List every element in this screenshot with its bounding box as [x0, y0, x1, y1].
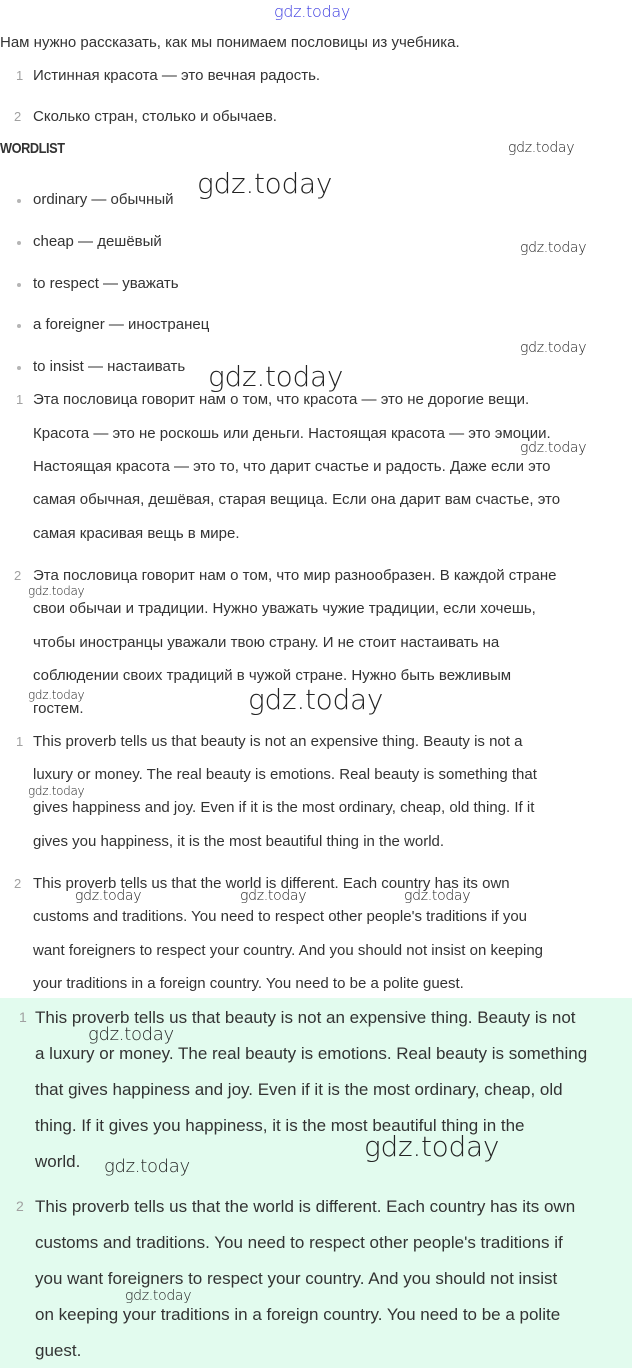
answer-line: Красота — это не роскошь или деньги. Настоящая красота — это эмоции. [33, 425, 551, 442]
answer-line: This proverb tells us that the world is different. Each country has its own [35, 1197, 576, 1216]
answer-number: 2 [14, 876, 22, 891]
answer-line: customs and traditions. You need to respect other people's traditions if [35, 1233, 563, 1252]
answer-line: gives happiness and joy. Even if it is the most ordinary, cheap, old thing. If it [33, 799, 535, 816]
wordlist-item: to respect — уважать [33, 275, 179, 292]
watermark: gdz.today [75, 888, 142, 904]
watermark: gdz.today [240, 888, 307, 904]
answer-line: that gives happiness and joy. Even if it is the most ordinary, cheap, old [35, 1080, 563, 1099]
answer-line: самая красивая вещь в мире. [33, 525, 240, 542]
bullet-icon [17, 241, 21, 245]
watermark: gdz.today [520, 440, 587, 456]
answer-line: Эта пословица говорит нам о том, что мир разнообразен. В каждой стране [33, 567, 557, 584]
answer-number: 1 [16, 734, 24, 749]
answer-number: 2 [14, 568, 22, 583]
proverb-number: 2 [14, 109, 22, 124]
answer-line: This proverb tells us that beauty is not an expensive thing. Beauty is not [35, 1008, 576, 1027]
bullet-icon [17, 283, 21, 287]
answer-line: guest. [35, 1341, 82, 1360]
watermark: gdz.today [208, 360, 344, 393]
answer-line: gives you happiness, it is the most beautiful thing in the world. [33, 833, 445, 850]
wordlist-item: cheap — дешёвый [33, 233, 162, 250]
bullet-icon [17, 366, 21, 370]
bullet-icon [17, 324, 21, 328]
watermark: gdz.today [28, 784, 85, 798]
watermark: gdz.today [197, 167, 333, 200]
answer-line: свои обычаи и традиции. Нужно уважать чужие традиции, если хочешь, [33, 600, 536, 617]
answer-number: 1 [16, 392, 24, 407]
wordlist-item: a foreigner — иностранец [33, 316, 210, 333]
answer-number: 2 [16, 1198, 24, 1214]
proverb-text: Сколько стран, столько и обычаев. [33, 108, 277, 125]
answer-line: luxury or money. The real beauty is emotions. Real beauty is something that [33, 766, 537, 783]
answer-line: самая обычная, дешёвая, старая вещица. Если она дарит вам счастье, это [33, 491, 561, 508]
answer-line: on keeping your traditions in a foreign country. You need to be a polite [35, 1305, 561, 1324]
watermark: gdz.today [364, 1130, 500, 1163]
answer-line: want foreigners to respect your country. And you should not insist on keeping [33, 942, 544, 959]
watermark: gdz.today [104, 1156, 190, 1177]
watermark: gdz.today [88, 1024, 174, 1045]
watermark: gdz.today [520, 240, 587, 256]
answer-line: This proverb tells us that the world is different. Each country has its own [33, 875, 510, 892]
answer-line: a luxury or money. The real beauty is emotions. Real beauty is something [35, 1044, 588, 1063]
answer-line: Эта пословица говорит нам о том, что красота — это не дорогие вещи. [33, 391, 530, 408]
watermark: gdz.today [520, 340, 587, 356]
watermark: gdz.today [125, 1288, 192, 1304]
answer-line: your traditions in a foreign country. You need to be a polite guest. [33, 975, 464, 992]
watermark: gdz.today [28, 584, 85, 598]
watermark: gdz.today [508, 140, 575, 156]
answer-line: thing. If it gives you happiness, it is the most beautiful thing in the [35, 1116, 525, 1135]
wordlist-heading: WORDLIST [0, 140, 65, 157]
wordlist-item: ordinary — обычный [33, 191, 174, 208]
intro-text: Нам нужно рассказать, как мы понимаем пословицы из учебника. [0, 34, 460, 51]
watermark: gdz.today [404, 888, 471, 904]
answer-line: This proverb tells us that beauty is not an expensive thing. Beauty is not a [33, 733, 523, 750]
watermark: gdz.today [28, 688, 85, 702]
answer-number: 1 [19, 1009, 27, 1025]
watermark: gdz.today [274, 2, 351, 21]
answer-line: гостем. [33, 700, 84, 717]
bullet-icon [17, 199, 21, 203]
answer-line: чтобы иностранцы уважали твою страну. И не стоит настаивать на [33, 634, 500, 651]
watermark: gdz.today [248, 683, 384, 716]
proverb-number: 1 [16, 68, 24, 83]
answer-line: соблюдении своих традиций в чужой стране. Нужно быть вежливым [33, 667, 512, 684]
wordlist-item: to insist — настаивать [33, 358, 186, 375]
answer-line: you want foreigners to respect your country. And you should not insist [35, 1269, 558, 1288]
proverb-text: Истинная красота — это вечная радость. [33, 67, 321, 84]
answer-line: customs and traditions. You need to respect other people's traditions if you [33, 908, 528, 925]
answer-line: world. [35, 1152, 81, 1171]
answer-line: Настоящая красота — это то, что дарит счастье и радость. Даже если это [33, 458, 551, 475]
